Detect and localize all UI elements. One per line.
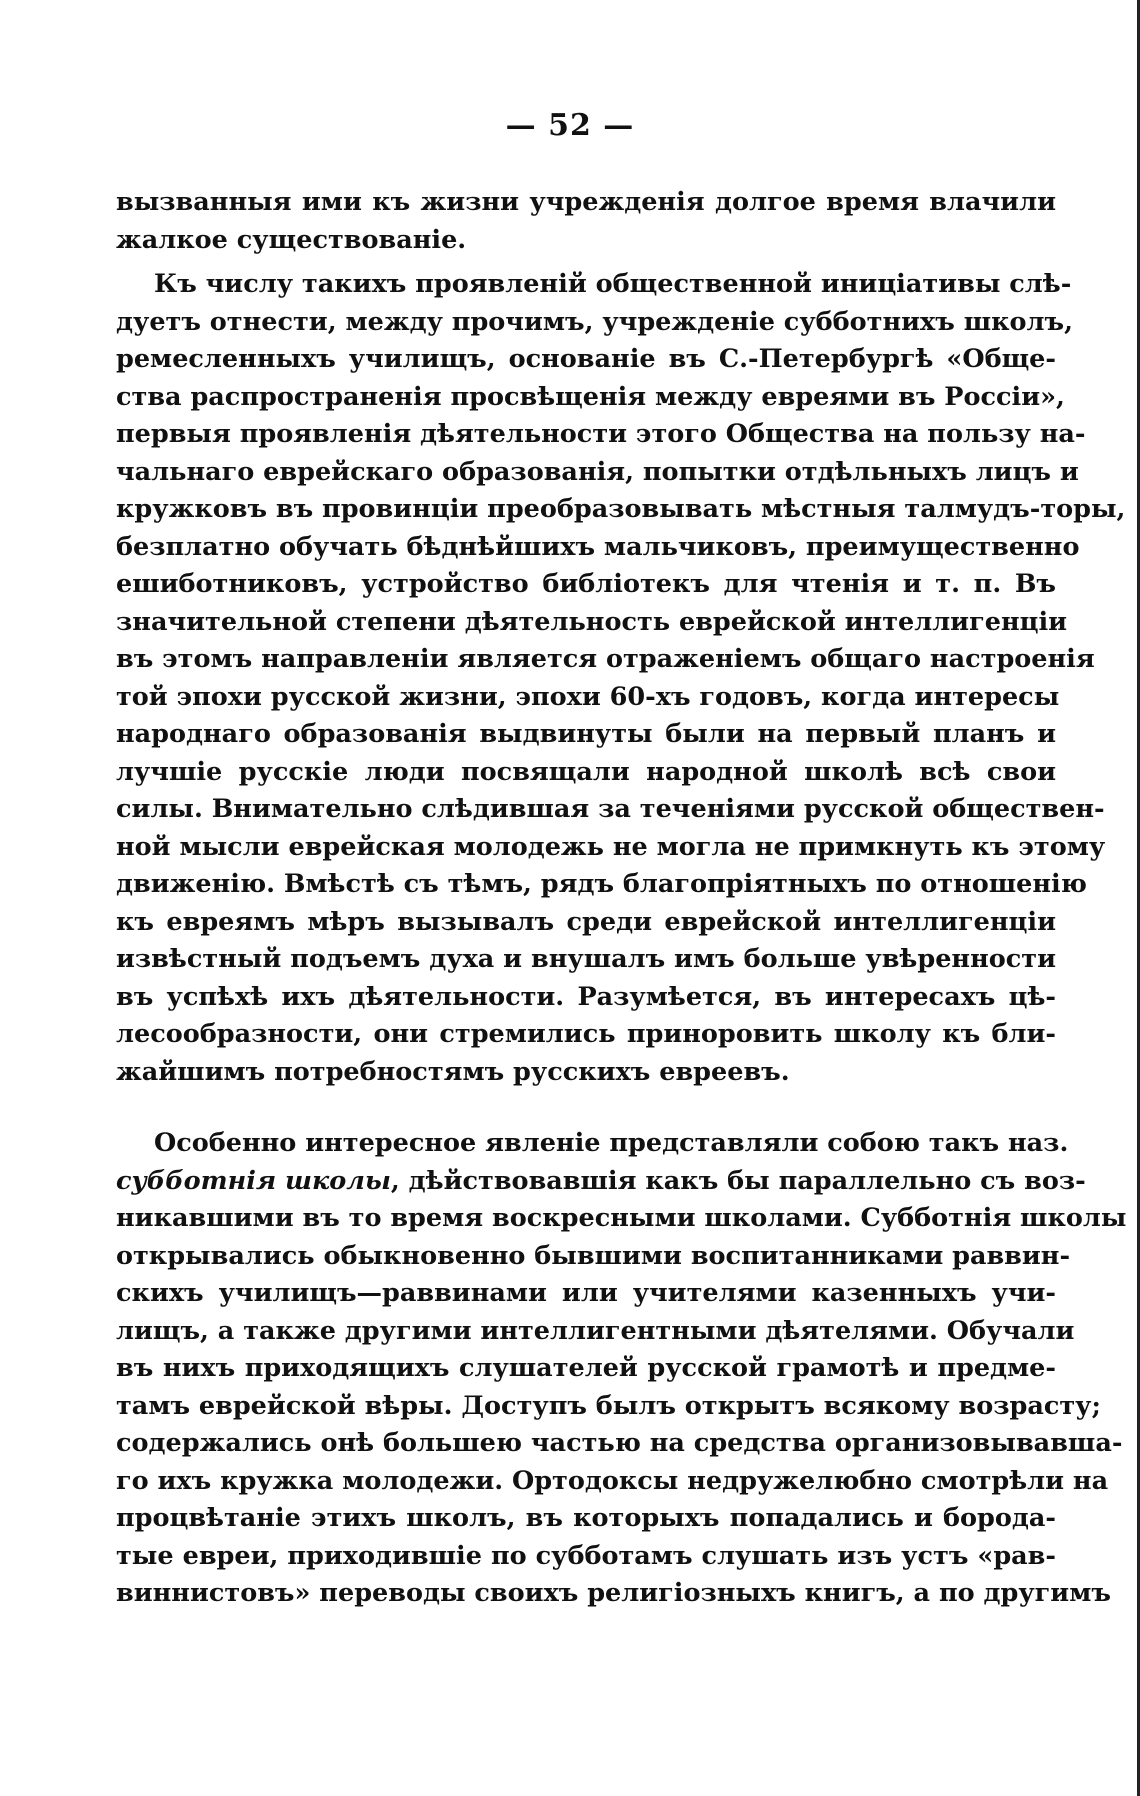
para3-line: открывались обыкновенно бывшими воспитанниками раввин-: [116, 1240, 1071, 1271]
paragraph-1: [116, 184, 1056, 259]
paragraph-2: [116, 266, 1126, 1091]
para2-line: ной мысли еврейская молодежь не могла не примкнуть къ этому: [116, 831, 1106, 862]
paragraph-3-line-2-rest: , дѣйствовавшія какъ бы параллельно съ воз-: [390, 1165, 1086, 1196]
para3-line: виннистовъ» переводы своихъ религіозныхъ книгъ, а по другимъ: [116, 1578, 1111, 1608]
para2-line: лесообразности, они стремились приноровить школу къ бли-: [116, 1019, 1056, 1049]
para3-line: процвѣтаніе этихъ школъ, въ которыхъ попадались и борода-: [116, 1503, 1056, 1533]
paragraph-3: [116, 1125, 1127, 1613]
para2-line: въ успѣхѣ ихъ дѣятельности. Разумѣется, въ интересахъ цѣ-: [116, 981, 1056, 1012]
para3-line: лищъ, а также другими интеллигентными дѣятелями. Обучали: [116, 1315, 1075, 1346]
paragraph-3-line-2: [116, 1163, 1086, 1201]
para2-line: дуетъ отнести, между прочимъ, учрежденіе субботнихъ школъ,: [116, 306, 1073, 337]
para3-line: содержались онѣ большею частью на средства организовывавша-: [116, 1428, 1123, 1458]
para2-line: кружковъ въ провинціи преобразовывать мѣстныя талмудъ-торы,: [116, 494, 1126, 524]
para2-line: той эпохи русской жизни, эпохи 60-хъ годовъ, когда интересы: [116, 681, 1060, 712]
para2-line: чальнаго еврейскаго образованія, попытки отдѣльныхъ лицъ и: [116, 456, 1079, 487]
paragraph-3-line-1: Особенно интересное явленіе представляли собою такъ наз.: [154, 1128, 1069, 1158]
para3-line: тамъ еврейской вѣры. Доступъ былъ открытъ всякому возрасту;: [116, 1390, 1101, 1421]
para2-line: жайшимъ потребностямъ русскихъ евреевъ.: [116, 1056, 790, 1087]
para2-line: Къ числу такихъ проявленій общественной иниціативы слѣ-: [154, 269, 1072, 299]
para3-line: го ихъ кружка молодежи. Ортодоксы недружелюбно смотрѣли на: [116, 1465, 1109, 1496]
para2-line: ешиботниковъ, устройство библіотекъ для чтенія и т. п. Въ: [116, 569, 1056, 599]
para2-line: значительной степени дѣятельность еврейской интеллигенціи: [116, 606, 1068, 637]
para2-line: ремесленныхъ училищъ, основаніе въ С.-Петербургѣ «Обще-: [116, 344, 1056, 374]
para2-line: силы. Внимательно слѣдившая за теченіями русской обществен-: [116, 794, 1105, 824]
para2-line: безплатно обучать бѣднѣйшихъ мальчиковъ, преимущественно: [116, 531, 1080, 562]
para2-line: къ евреямъ мѣръ вызывалъ среди еврейской интеллигенціи: [116, 906, 1056, 937]
para3-line: никавшими въ то время воскресными школами. Субботнія школы: [116, 1203, 1127, 1233]
para2-line: извѣстный подъемъ духа и внушалъ имъ больше увѣренности: [116, 944, 1056, 974]
italic-term: субботнія школы: [116, 1165, 391, 1196]
para2-line: лучшіе русскіе люди посвящали народной школѣ всѣ свои: [116, 756, 1056, 787]
para2-line: въ этомъ направленіи является отраженіемъ общаго настроенія: [116, 644, 1095, 674]
para3-line: скихъ училищъ—раввинами или учителями казенныхъ учи-: [116, 1278, 1056, 1308]
page-number: — 52 —: [505, 108, 635, 143]
para2-line: движенію. Вмѣстѣ съ тѣмъ, рядъ благопріятныхъ по отношенію: [116, 869, 1087, 899]
para3-line: тые евреи, приходившіе по субботамъ слушать изъ устъ «рав-: [116, 1540, 1056, 1571]
para2-line: ства распространенія просвѣщенія между евреями въ Россіи»,: [116, 381, 1065, 412]
para2-line: народнаго образованія выдвинуты были на первый планъ и: [116, 719, 1056, 749]
para2-line: первыя проявленія дѣятельности этого Общества на пользу на-: [116, 419, 1086, 449]
para1-line: жалкое существованіе.: [116, 224, 467, 255]
para1-line: вызванныя ими къ жизни учрежденія долгое время влачили: [116, 187, 1056, 217]
para3-line: въ нихъ приходящихъ слушателей русской грамотѣ и предме-: [116, 1353, 1056, 1383]
